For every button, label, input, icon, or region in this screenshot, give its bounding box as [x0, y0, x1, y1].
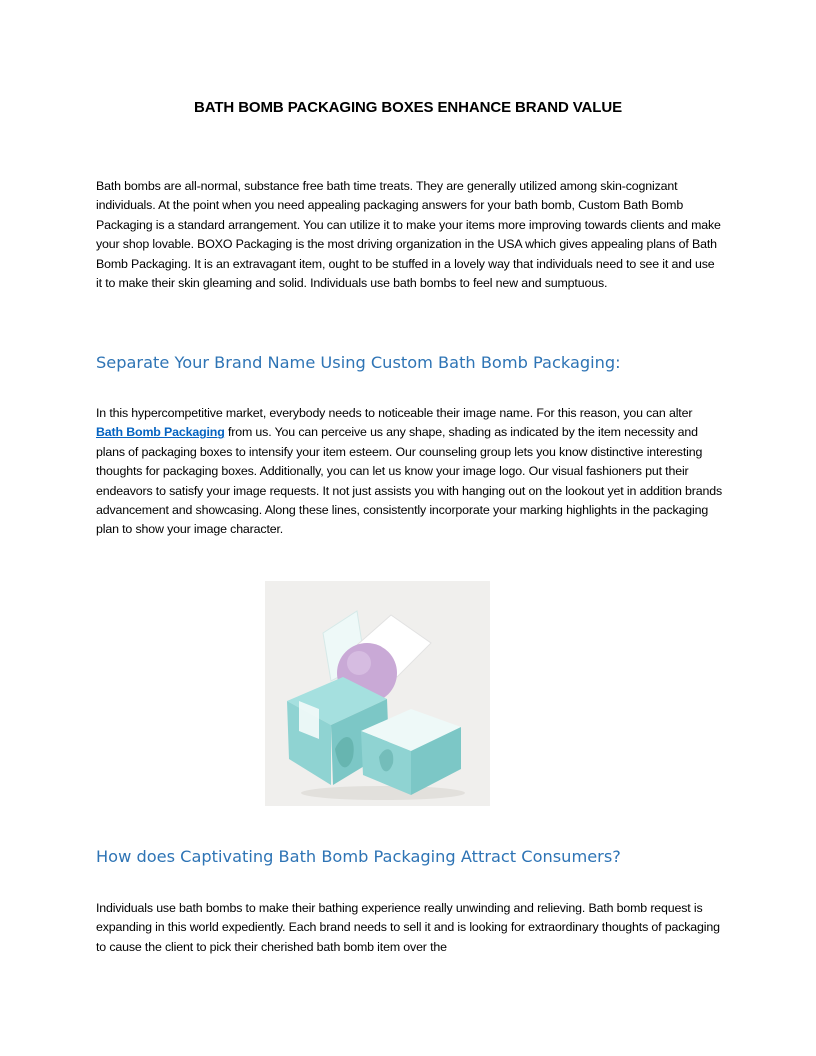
section-heading-brand-name: Separate Your Brand Name Using Custom Bath Bomb Packaging: — [96, 353, 621, 372]
section-heading-attract-consumers: How does Captivating Bath Bomb Packaging Attract Consumers? — [96, 847, 621, 866]
attract-consumers-paragraph: Individuals use bath bombs to make their bathing experience really unwinding and relieving. Bath bomb request is expanding in this world expediently. Each brand needs to sell it and is looking for extraordinary thoughts of packaging to cause the client to pick their cherished bath bomb item over the — [96, 901, 720, 954]
document-title: BATH BOMB PACKAGING BOXES ENHANCE BRAND VALUE — [193, 99, 622, 116]
paragraph-text: In this hypercompetitive market, everybody needs to noticeable their image name. For this reason, you can alter — [96, 406, 693, 420]
packaging-box-illustration — [265, 581, 490, 806]
bath-bomb-packaging-link[interactable]: Bath Bomb Packaging — [96, 425, 225, 440]
intro-paragraph: Bath bombs are all-normal, substance free bath time treats. They are generally utilized among skin-cognizant individuals. At the point when you need appealing packaging answers for your bath bomb, Custom Bath Bomb Packaging is a standard arrangement. You can utilize it to make your items more improving towards clients and make your shop lovable. BOXO Packaging is the most driving organization in the USA which gives appealing plans of Bath Bomb Packaging. It is an extravagant item, ought to be stuffed in a lovely way that individuals need to see it and use it to make their skin gleaming and solid. Individuals use bath bombs to feel new and sumptuous. — [96, 179, 721, 291]
bath-bomb-box-image — [265, 581, 490, 806]
shadow-shape — [301, 786, 465, 800]
brand-name-paragraph — [96, 404, 722, 540]
paragraph-text: from us. You can perceive us any shape, shading as indicated by the item necessity and plans of packaging boxes to intensify your item esteem. Our counseling group lets you know distinctive interesting thoughts for packaging boxes. Additionally, you can let us know your image logo. Our visual fashioners put their endeavors to satisfy your image requests. It not just assists you with hanging out on the lookout yet in addition brands advancement and showcasing. Along these lines, consistently incorporate your marking highlights in the packaging plan to show your image character. — [96, 425, 722, 537]
bath-bomb-highlight — [347, 651, 371, 675]
